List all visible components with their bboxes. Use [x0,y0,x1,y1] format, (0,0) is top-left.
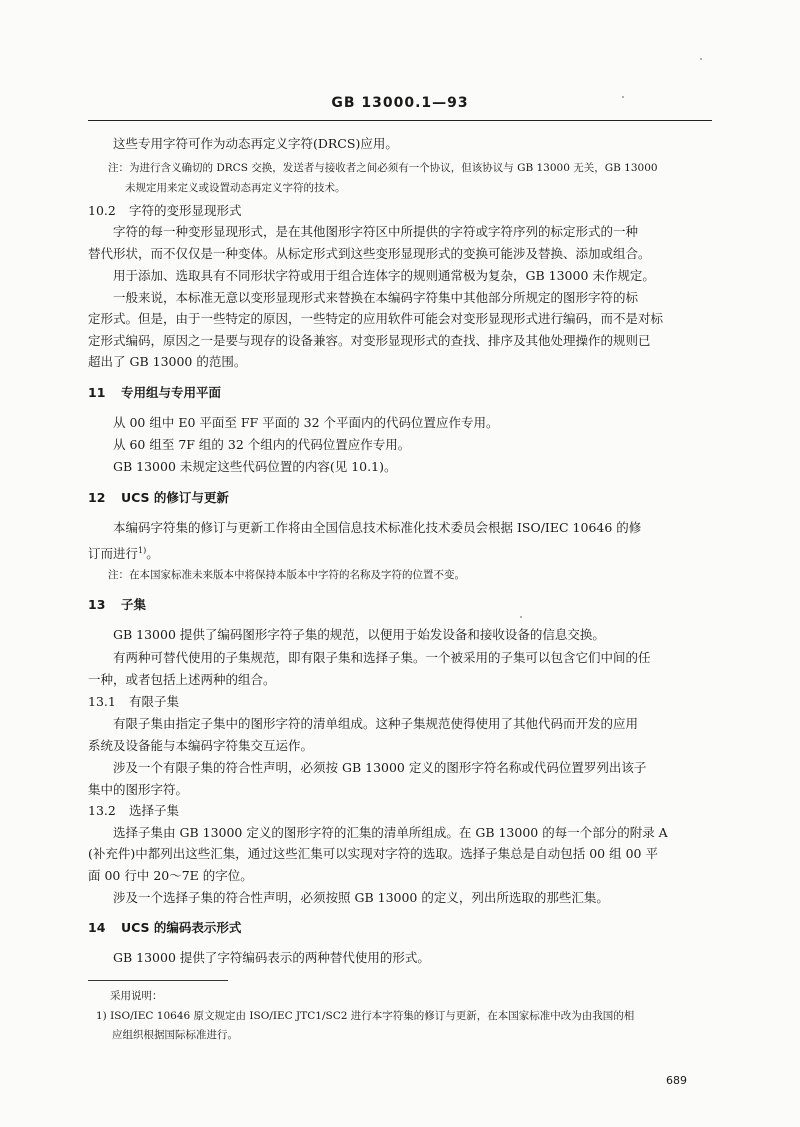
paragraph-line: 从 60 组至 7F 组的 32 个组内的代码位置应作专用。 [113,437,411,452]
paragraph-line: GB 13000 提供了字符编码表示的两种替代使用的形式。 [113,950,430,965]
footnote-ref: 1) [138,546,147,555]
paragraph-line: GB 13000 未规定这些代码位置的内容(见 10.1)。 [113,459,397,474]
paragraph-line: 选择子集由 GB 13000 定义的图形字符的汇集的清单所组成。在 GB 13000 的每一个部分的附录 A [113,825,668,840]
paragraph-line: 涉及一个有限子集的符合性声明，必须按 GB 13000 定义的图形字符名称或代码位置罗列出该子 [113,760,647,775]
heading-text: 子集 [121,597,147,612]
paragraph-line: 这些专用字符可作为动态再定义字符(DRCS)应用。 [113,136,398,151]
paragraph-line: 一种，或者包括上述两种的组合。 [88,672,276,687]
heading-number: 12 [88,490,106,505]
paragraph-line: 订而进行$^{1)}$。 [88,546,159,562]
paragraph-line: 本编码字符集的修订与更新工作将由全国信息技术标准化技术委员会根据 ISO/IEC 10646 的修 [113,520,642,535]
paragraph-line: (补充件)中都列出这些汇集，通过这些汇集可以实现对字符的选取。选择子集总是自动包括 00 组 00 平 [88,846,658,861]
paragraph-line: 面 00 行中 20～7E 的字位。 [88,868,253,883]
paragraph-line: 集中的图形字符。 [88,782,189,797]
heading-10-2 [88,203,242,219]
paragraph-line: 用于添加、选取具有不同形状字符或用于组合连体字的规则通常极为复杂，GB 13000 未作规定。 [113,268,655,283]
heading-13 [88,597,146,613]
paragraph-line: 替代形状，而不仅仅是一种变体。从标定形式到这些变形显现形式的变换可能涉及替换、添加或组合。 [88,246,651,261]
heading-text: 专用组与专用平面 [121,385,222,400]
paragraph-line: 超出了 GB 13000 的范围。 [88,354,247,369]
paragraph-line: 一般来说，本标准无意以变形显现形式来替换在本编码字符集中其他部分所规定的图形字符的标 [113,290,639,305]
heading-text: 选择子集 [129,803,180,818]
heading-number: 10.2 [88,203,116,218]
heading-12 [88,490,229,506]
heading-13-1 [88,694,179,710]
paragraph-line: 字符的每一种变形显现形式，是在其他图形字符区中所提供的字符或字符序列的标定形式的一种 [113,224,639,239]
footnote-line: 应组织根据国际标准进行。 [112,1029,238,1041]
header-rule [88,120,712,121]
note-line: 未规定用来定义或设置动态再定义字符的技术。 [125,182,346,194]
heading-number: 13.2 [88,803,116,818]
heading-text: UCS 的编码表示形式 [121,920,242,935]
heading-13-2 [88,803,179,819]
paragraph-line: 定形式编码，原因之一是要与现存的设备兼容。对变形显现形式的查找、排序及其他处理操作的规则已 [88,333,651,348]
heading-11 [88,385,221,401]
heading-text: 字符的变形显现形式 [129,203,242,218]
heading-text: 有限子集 [129,694,180,709]
heading-14 [88,920,241,936]
paragraph-line: 有两种可替代使用的子集规范，即有限子集和选择子集。一个被采用的子集可以包含它们中间的任 [113,650,651,665]
paragraph-text: 订而进行 [88,546,139,562]
scan-speck [520,616,522,618]
footnote-line: 1) ISO/IEC 10646 原文规定由 ISO/IEC JTC1/SC2 进行本字符集的修订与更新，在本国家标准中改为由我国的相 [96,1010,635,1022]
heading-number: 14 [88,920,106,935]
heading-number: 13 [88,597,106,612]
paragraph-line: GB 13000 提供了编码图形字符子集的规范，以便用于始发设备和接收设备的信息交换。 [113,627,605,642]
scan-speck [622,96,624,98]
note-line: 注：在本国家标准未来版本中将保持本版本中字符的名称及字符的位置不变。 [108,569,465,581]
heading-number: 11 [88,385,106,400]
paragraph-line: 系统及设备能与本编码字符集交互运作。 [88,738,314,753]
paragraph-line: 有限子集由指定子集中的图形字符的清单组成。这种子集规范使得使用了其他代码而开发的应用 [113,716,639,731]
note-line: 注：为进行含义确切的 DRCS 交换，发送者与接收者之间必须有一个协议，但该协议与 GB 13000 无关，GB 13000 [108,162,658,174]
paragraph-line: 涉及一个选择子集的符合性声明，必须按照 GB 13000 的定义，列出所选取的那些汇集。 [113,890,609,905]
page-header-title: GB 13000.1—93 [331,95,469,111]
footnote-title: 采用说明： [110,990,163,1002]
paragraph-line: 从 00 组中 E0 平面至 FF 平面的 32 个平面内的代码位置应作专用。 [113,415,499,430]
paragraph-line: 定形式。但是，由于一些特定的原因，一些特定的应用软件可能会对变形显现形式进行编码，而不是对标 [88,311,664,326]
heading-text: UCS 的修订与更新 [121,490,229,505]
heading-number: 13.1 [88,694,116,709]
footnote-rule [88,980,228,981]
page-number: 689 [666,1074,687,1087]
scan-speck [700,58,702,60]
